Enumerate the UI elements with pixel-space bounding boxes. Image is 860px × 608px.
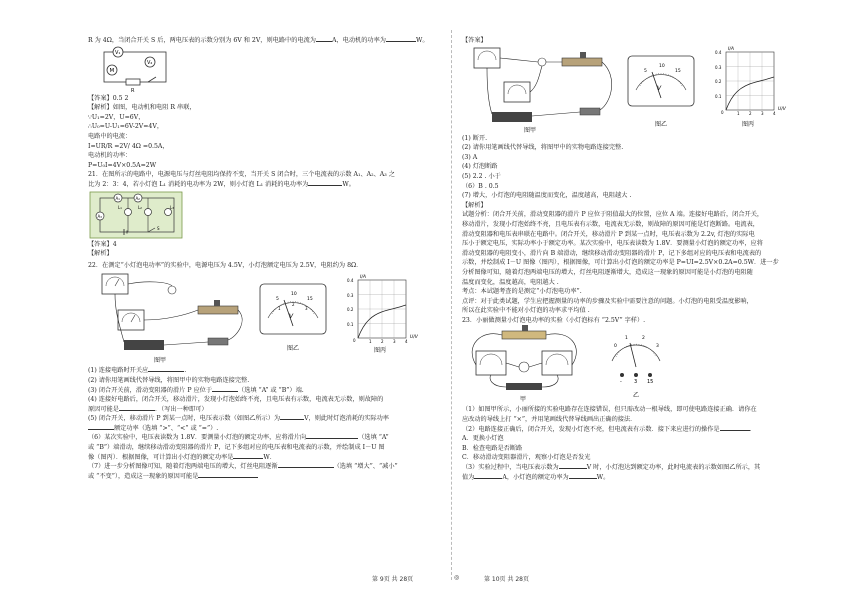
key-point-line: 所以在此实验中不能对小灯泡的功率求平均值 . <box>462 307 590 315</box>
tick-x3: 3 <box>761 110 764 116</box>
q22-item: (3) 闭合开关前，滑动变阻器的滑片 P 应位于 （选填 “A” 或 “B”）端. <box>88 386 304 394</box>
page-divider <box>451 30 452 580</box>
tick-x2: 2 <box>381 339 384 345</box>
q22-item: (4) 连接好电路后，闭合开关，移动滑片，发现小灯泡始终不亮，且电压表有示数，电流表无示数，则故障的 <box>88 396 384 404</box>
meter-scale-5: 5 <box>276 297 279 303</box>
dial-1: 1 <box>625 336 628 342</box>
answer-voltmeter-dial <box>628 56 694 106</box>
answer-iu-graph <box>715 46 787 116</box>
l3-label: L₃ <box>170 204 174 210</box>
q20-analysis-line: 【解析】如图，电动机和电阻 R 串联， <box>88 104 196 112</box>
analysis-heading: 【解析】 <box>462 201 487 209</box>
meter-scale-15: 15 <box>307 297 313 303</box>
q22-figure-svg <box>88 270 418 366</box>
voltmeter-device <box>542 351 572 375</box>
answer-figure-svg <box>462 46 792 134</box>
tick-x1: 1 <box>369 339 372 345</box>
v1-label: V₁ <box>115 49 121 56</box>
circuit-apparatus <box>102 274 242 350</box>
page-center-mark: ◎ <box>454 574 460 581</box>
q22-item: （7）进一步分析图像可知，随着灯泡两端电压的增大，灯丝电阻逐渐 （选填 “增大”、“减小” <box>88 463 398 471</box>
answer-heading: 【答案】 <box>462 37 487 44</box>
tick-x3: 3 <box>393 339 396 345</box>
x-axis-label: U/V <box>410 335 418 341</box>
q20-analysis-line: ∴U₀=U-U₁=6V-2V=4V， <box>88 123 164 131</box>
q20-circuit-diagram <box>88 46 198 94</box>
meter-unit-v: V <box>289 313 294 321</box>
analysis-line: 温度而变化，温度越高，电阻越大 . <box>462 278 559 286</box>
meter-inner-1: 1 <box>278 306 281 312</box>
lamp-l2-symbol <box>145 208 152 215</box>
meter-scale-10: 10 <box>659 63 665 69</box>
battery-device <box>124 340 164 350</box>
q23-item: 应改动的导线上打 “×”，并用笔画线代替导线画出正确的接法． <box>462 416 637 424</box>
q23-figure-svg <box>462 325 792 405</box>
answer-item: (4) 灯泡断路 <box>462 163 498 171</box>
left-page <box>88 36 440 481</box>
lamp-device <box>519 362 529 372</box>
analysis-line: 滑动变阻器的电阻变小，滑片向 B 端滑动，继续移动滑动变阻器的滑片 P，记下多组对应的电压表和电流表的 <box>462 249 762 257</box>
battery-device <box>506 383 542 390</box>
dial-0: 0 <box>614 344 617 350</box>
x-axis-label: U/V <box>778 106 786 112</box>
q23-option: B．检查电路是否断路 <box>462 444 523 452</box>
analysis-line: 示数，并绘制成 I－U 图像（图丙），根据图像，可计算出小灯泡的额定功率是 P=UI=2.5V×0.2A=0.5W．进一步 <box>462 259 779 267</box>
meter-inner-3: 3 <box>305 306 308 312</box>
answer-circuit-apparatus <box>474 48 612 122</box>
right-page <box>462 36 806 482</box>
q20-analysis-line: P=U₀I=4V×0.5A=2W <box>88 161 157 169</box>
analysis-line: 分析图像可知，随着灯泡两端电压的增大，灯丝电阻逐渐增大，造成这一现象的原因可能是小灯泡的电阻随 <box>462 268 753 276</box>
q22-figures <box>88 270 440 366</box>
q23-item: 值为 A，小灯泡的额定功率为 W。 <box>462 473 610 481</box>
page-number-left: 第 9页 共 28页 <box>372 576 414 583</box>
tick-x4: 4 <box>773 110 776 116</box>
fig-jia-caption: 图甲 <box>154 357 167 365</box>
answer-item: (7) 增大，小灯泡的电阻随温度而变化，温度越高，电阻越大 . <box>462 192 632 200</box>
q23-fig-jia-caption: 甲 <box>520 396 527 404</box>
q23-item: （1）如图甲所示，小丽所接的实验电路存在连接错误，但只需改动一根导线，即可使电路连接正确．请你在 <box>462 406 757 414</box>
tick-x1: 1 <box>737 110 740 116</box>
rheostat-slider <box>214 300 220 306</box>
fig-bing-caption: 图丙 <box>374 347 387 355</box>
q21-answer: 【答案】4 <box>88 240 117 248</box>
lamp-device <box>538 58 546 66</box>
key-point-line: 考点：本试题考查的是测定“小灯泡电功率”. <box>462 288 582 296</box>
tick-y1: 0.1 <box>347 322 354 328</box>
q21-analysis: 【解析】 <box>88 250 113 258</box>
iu-graph <box>347 274 418 344</box>
dial-3: 3 <box>656 344 659 350</box>
q23-fig-yi-caption: 乙 <box>633 392 640 400</box>
key-point-line: 点评：对于此类试题，学生应把握测量的功率的步骤及实验中需要注意的问题。小灯泡的电阻受温度影响， <box>462 297 753 305</box>
q23-ammeter-dial <box>612 335 660 385</box>
meter-scale-15: 15 <box>675 68 681 74</box>
meter-needle <box>630 343 636 367</box>
switch-label: S <box>157 225 160 231</box>
rheostat-slider <box>580 52 586 58</box>
q22-item: 或 “不变”），造成这一现象的原因可能是 <box>88 472 440 482</box>
lamp-device <box>168 286 176 294</box>
rheostat-device <box>502 331 546 339</box>
q21-circuit-diagram <box>88 190 188 240</box>
tick-y3: 0.3 <box>347 293 354 299</box>
q22-item: (1) 连接电路时开关应 . <box>88 367 187 375</box>
tick-x4: 4 <box>405 339 408 345</box>
meter-inner-2: 2 <box>292 302 295 308</box>
a3-label: A₃ <box>97 213 102 219</box>
q22-item: 额定功率（选填 “>”、“<” 或 “=”）. <box>88 424 440 434</box>
q21-circuit-figure <box>88 190 440 240</box>
fig-bing-caption: 图丙 <box>742 120 755 128</box>
terminal-minus: - <box>620 379 622 386</box>
q20-line: R 为 4Ω，当闭合开关 S 后，两电压表的示数分别为 6V 和 2V，则电路中的电流为 A，电动机的功率为 W。 <box>88 37 429 44</box>
tick-x2: 2 <box>749 110 752 116</box>
rheostat-device <box>198 306 238 314</box>
meter-scale-10: 10 <box>291 292 297 298</box>
resistor-label: R <box>131 87 135 94</box>
terminal-15: 15 <box>647 379 654 386</box>
analysis-line: 滑动变阻器和电压表串联在电路中。闭合开关，移动滑片 P 到某一点时，电压表示数为 2.2v, 灯泡的实际电 <box>462 230 755 238</box>
q20-answer: 【答案】0.5 2 <box>88 94 129 102</box>
q21-line: 21．在图所示的电路中，电源电压与灯丝电阻均保持不变，当开关 S 闭合时，三个电流表的示数 A₁、A₂、A₃ 之 <box>88 171 395 179</box>
fig-jia-caption: 图甲 <box>524 126 537 134</box>
answer-item: (5) 2.2 . 小于 <box>462 172 501 180</box>
a2-label: A₂ <box>135 195 140 201</box>
fig-yi-caption: 图乙 <box>655 120 668 128</box>
q23-option: C．移动滑动变阻器滑片，观察小灯泡是否发光 <box>462 454 591 462</box>
resistor-symbol <box>126 79 140 85</box>
switch-device <box>580 108 600 115</box>
tick-origin: 0 <box>721 109 724 115</box>
dial-2: 2 <box>642 336 645 342</box>
q23-stem: 23．小丽做测量小灯泡电功率的实验（小灯泡标有 “2.5V” 字样）. <box>462 316 646 324</box>
tick-origin: 0 <box>353 338 356 344</box>
lamp-l1-symbol <box>125 208 132 215</box>
rheostat-slider <box>522 325 528 331</box>
q22-stem: 22．在测定“小灯泡电功率”的实验中，电源电压为 4.5V，小灯泡额定电压为 2.5V，电阻约为 8Ω． <box>88 261 363 269</box>
tick-y4: 0.4 <box>347 278 354 284</box>
v2-label: V₂ <box>147 59 153 66</box>
answer-item: (2) 请你用笔画线代替导线，将图甲中的实物电路连接完整. <box>462 144 624 152</box>
a1-label: A₁ <box>115 195 120 201</box>
y-axis-label: I/A <box>360 275 366 281</box>
analysis-line: 压小于额定电压，实际功率小于额定功率。某次实验中，电压表读数为 1.8V．要测量小灯泡的额定功率，应将 <box>462 240 763 248</box>
q21-line: 比为 2：3：4，若小灯泡 L₁ 消耗的电功率为 2W，则小灯泡 L₁ 消耗的电功率为 W。 <box>88 180 355 188</box>
page-number-right: 第 10页 共 28页 <box>484 576 529 583</box>
q20-analysis-line: ∵U₁=2V，U=6V， <box>88 113 145 121</box>
q22-item: 或 “B”）端滑动，继续移动滑动变阻器的滑片 P，记下多组对应的电压表和电流表的示数，并绘制成 I－U 图 <box>88 444 385 452</box>
ammeter-device <box>476 351 506 375</box>
q23-circuit-apparatus <box>472 325 576 390</box>
tick-y2: 0.2 <box>347 307 354 313</box>
q23-item: （3）实验过程中，当电压表示数为 V 时，小灯泡达到额定功率，此时电流表的示数如图乙所示，其 <box>462 464 761 472</box>
l2-label: L₂ <box>138 204 142 210</box>
answer-item: （6）B . 0.5 <box>462 182 499 190</box>
answer-item: (1) 断开. <box>462 134 488 142</box>
answer-figures <box>462 46 806 134</box>
q22-item: 原因可能是 ．（写出一种即可） <box>88 405 208 413</box>
l1-label: L₁ <box>118 204 122 210</box>
fig-yi-caption: 图乙 <box>287 345 300 353</box>
tick-y2: 0.2 <box>715 78 722 84</box>
meter-unit-v: V <box>657 84 662 92</box>
terminal-3: 3 <box>634 379 638 386</box>
y-axis-label: I/A <box>728 46 734 52</box>
tick-y3: 0.3 <box>715 64 722 70</box>
tick-y4: 0.4 <box>715 49 722 55</box>
motor-label: M <box>109 67 115 74</box>
voltmeter-dial <box>260 284 326 334</box>
q20-analysis-line: 电动机的功率： <box>88 152 132 160</box>
answer-item: (3) A <box>462 153 478 161</box>
analysis-line: 试题分析：闭合开关前，滑动变阻器的滑片 P 应位于阻值最大的位置，应位 A 端。连接好电路后，闭合开关， <box>462 211 764 219</box>
rheostat-device <box>562 58 602 66</box>
analysis-line: 移动滑片，发现小灯泡始终不亮，且电压表有示数，电流表无示数，则故障的原因可能是灯泡断路。电流表， <box>462 220 759 228</box>
q22-item: (2) 请你用笔画线代替导线，将图甲中的实物电路连接完整. <box>88 376 250 384</box>
q22-item: (5) 闭合开关，移动滑片 P 到某一点时，电压表示数（如图乙所示）为 V，则此时灯泡消耗的实际功率 <box>88 415 389 423</box>
meter-scale-5: 5 <box>644 68 647 74</box>
q23-figures <box>462 325 806 405</box>
battery-device <box>492 112 532 122</box>
q20-analysis-line: I=UR/R =2V/ 4Ω =0.5A， <box>88 142 169 150</box>
q22-item: （6）某次实验中，电压表读数为 1.8V．要测量小灯泡的额定功率，应将滑片向 （选填 “A” <box>88 434 389 442</box>
q20-circuit-figure <box>88 46 440 94</box>
q22-item: 像（图丙）．根据图像，可计算出小灯泡的额定功率是 W． <box>88 453 276 461</box>
q20-analysis-line: 电路中的电流： <box>88 132 132 140</box>
tick-y1: 0.1 <box>715 93 722 99</box>
switch-symbol <box>148 77 156 82</box>
q23-option: A．更换小灯泡 <box>462 435 504 443</box>
switch-device <box>208 338 228 345</box>
q23-item: （2）电路连接正确后，闭合开关，发现小灯泡不亮，但电流表有示数．接下来应进行的操作是 ． <box>462 425 756 433</box>
